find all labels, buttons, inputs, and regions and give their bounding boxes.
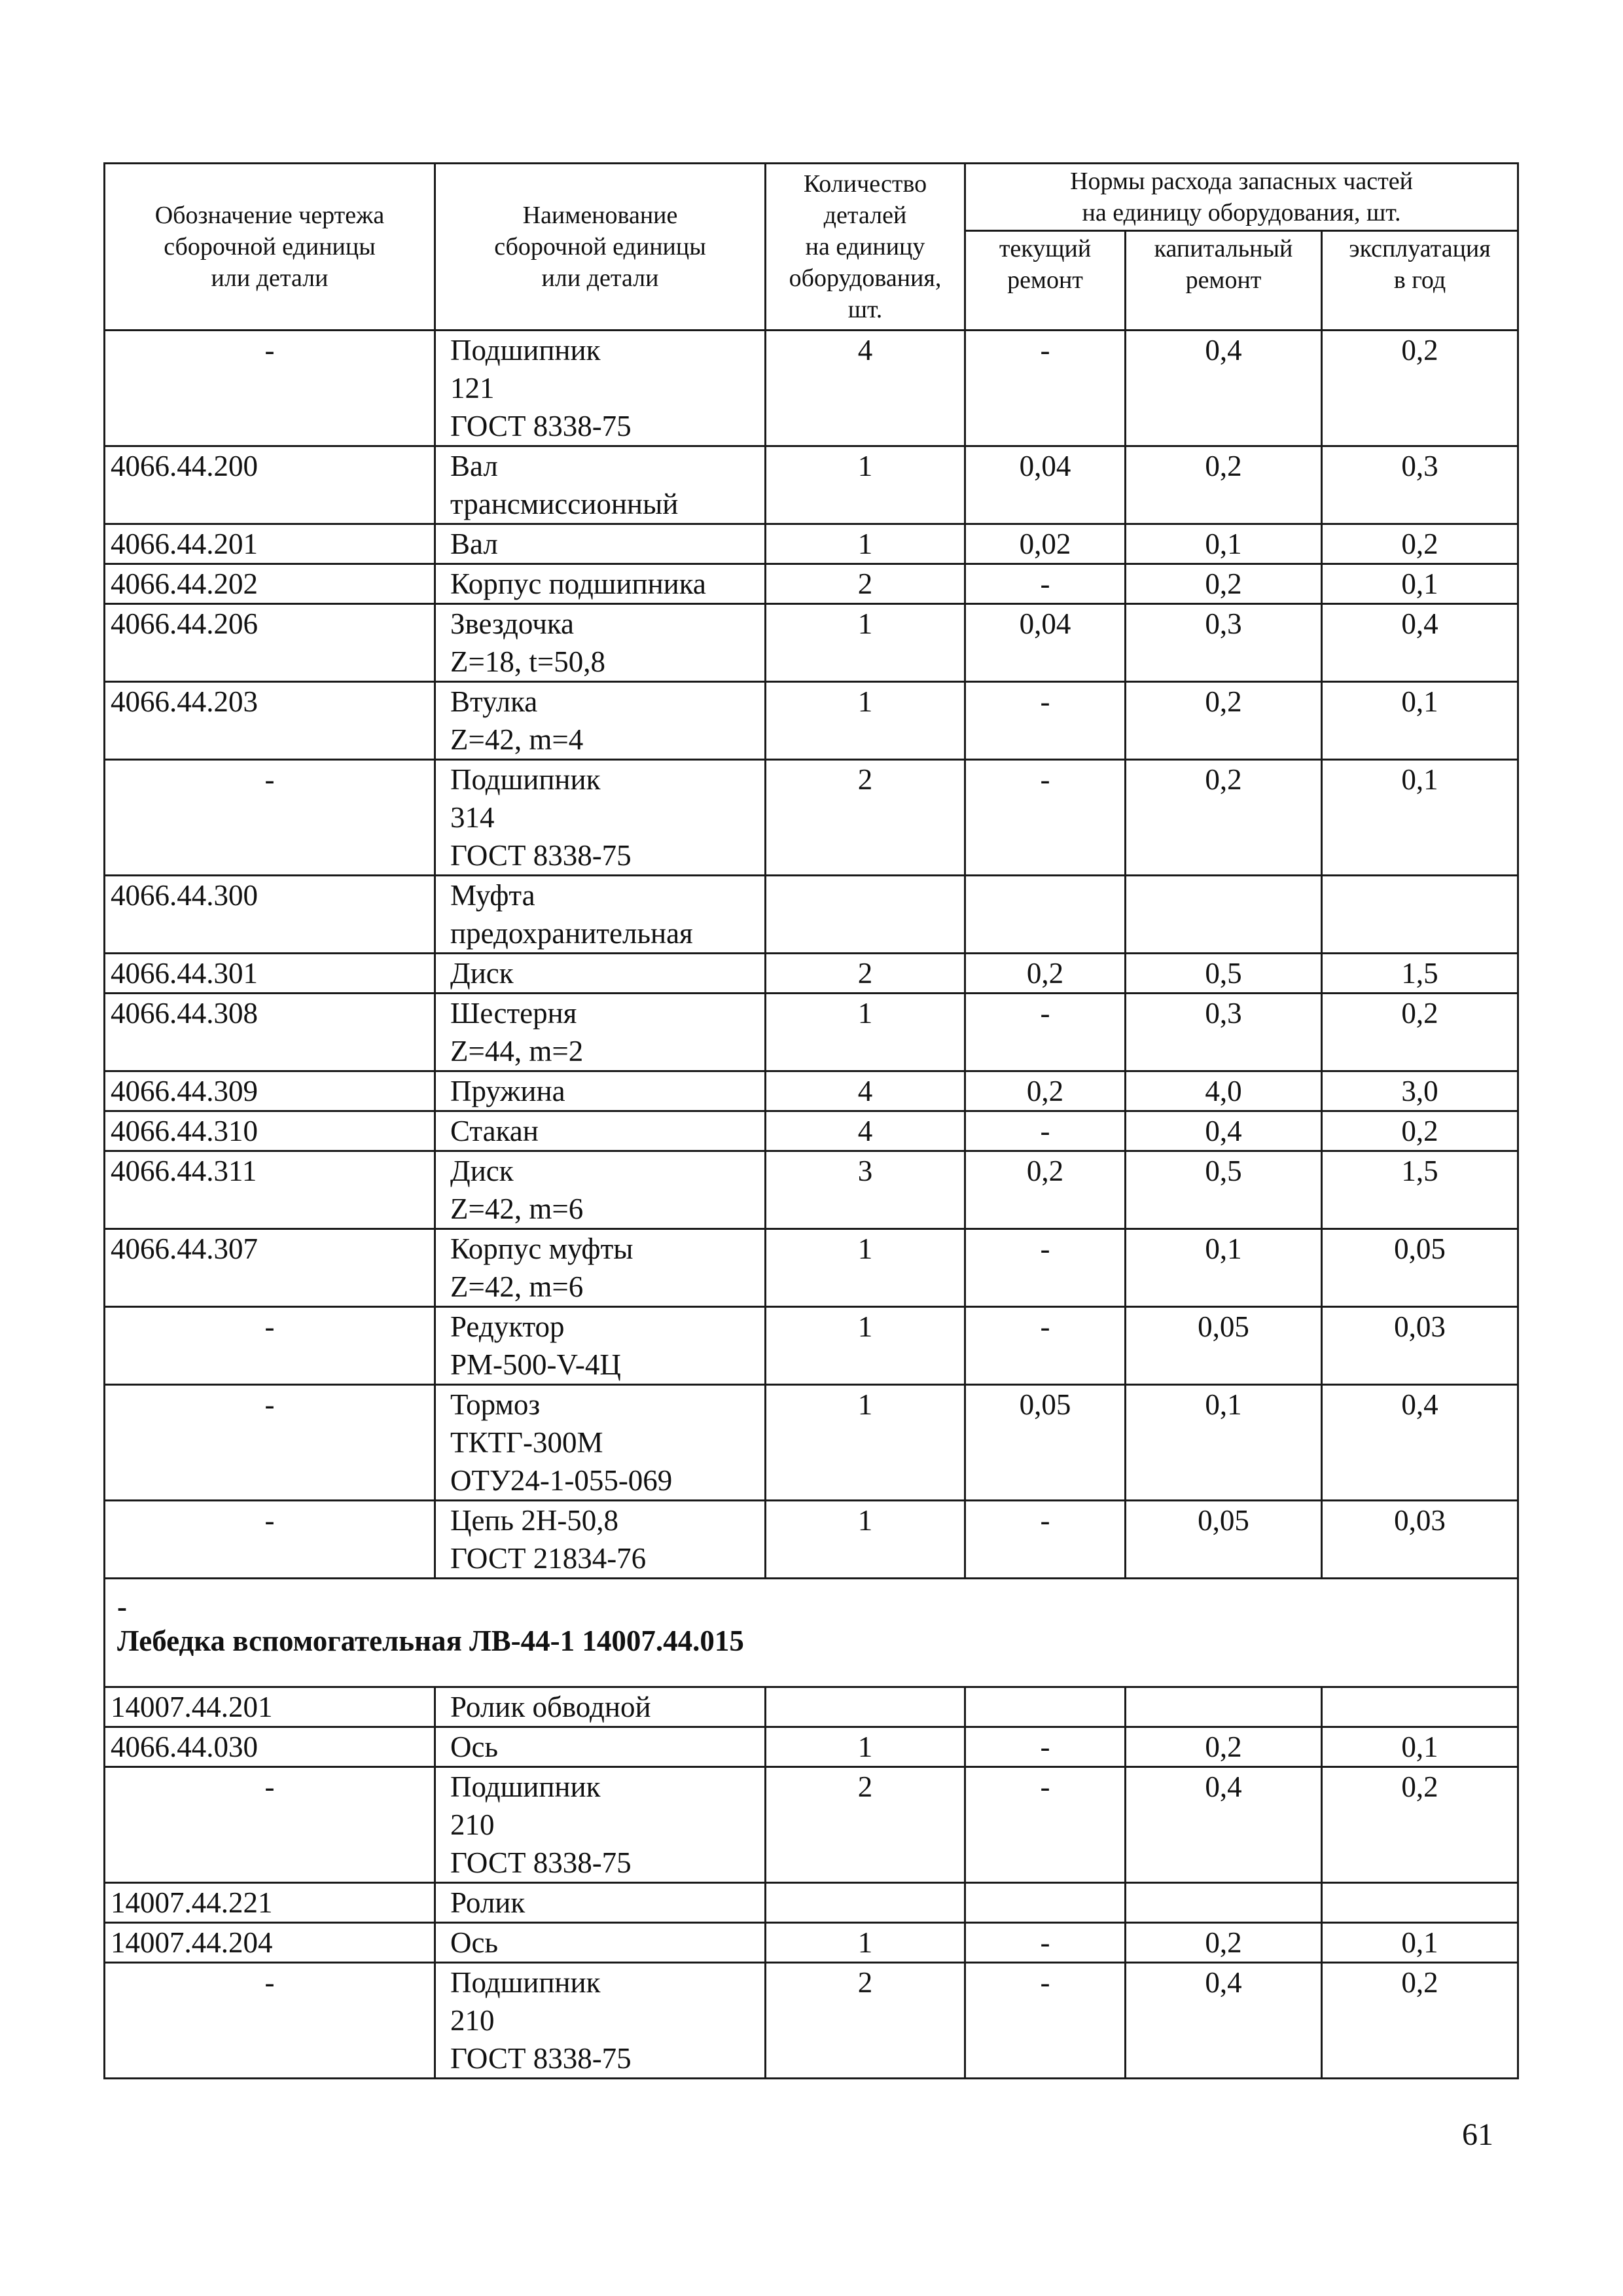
section-title [105,1579,1518,1687]
annual-operation-cell: 0,1 [1322,1727,1518,1767]
header-designation [105,164,435,331]
text-line: предохранительная [450,917,693,950]
text-line: Z=44, m=2 [450,1035,584,1067]
capital-repair-cell: 0,2 [1126,1923,1322,1963]
text-line: в год [1393,266,1446,294]
designation-cell: 4066.44.310 [105,1111,435,1151]
text-line: Z=42, m=4 [450,723,584,756]
capital-repair-cell: 0,05 [1126,1501,1322,1579]
current-repair-cell: - [965,1727,1126,1767]
table-header [105,164,1518,331]
annual-operation-cell: 3,0 [1322,1071,1518,1111]
quantity-cell [766,1687,965,1727]
name-cell [435,1385,766,1501]
name-cell [435,1071,766,1111]
current-repair-cell [965,876,1126,954]
quantity-cell: 1 [766,1385,965,1501]
quantity-cell: 2 [766,760,965,876]
table-row [105,446,1518,524]
annual-operation-cell: 0,2 [1322,331,1518,446]
current-repair-cell [965,1883,1126,1923]
annual-operation-cell: 0,1 [1322,682,1518,760]
quantity-cell: 2 [766,564,965,604]
text-line: Звездочка [450,607,575,640]
table-row [105,331,1518,446]
section-title-text: Лебедка вспомогательная ЛВ-44-1 14007.44.015 [117,1624,744,1657]
table-row [105,682,1518,760]
table-row [105,994,1518,1071]
text-line: Количество [803,170,927,198]
designation-cell: 4066.44.301 [105,954,435,994]
text-line: Подшипник [450,763,601,796]
text-line: деталей [823,202,907,229]
table-row [105,954,1518,994]
text-line: Ролик [450,1886,526,1919]
designation-cell: 4066.44.308 [105,994,435,1071]
table-row [105,1071,1518,1111]
annual-operation-cell [1322,1687,1518,1727]
name-cell [435,1151,766,1229]
name-cell [435,524,766,564]
name-cell [435,604,766,682]
quantity-cell: 1 [766,994,965,1071]
designation-cell: 14007.44.221 [105,1883,435,1923]
text-line: ОТУ24-1-055-069 [450,1464,673,1497]
designation-cell: 14007.44.204 [105,1923,435,1963]
text-line: Обозначение чертежа [154,202,385,229]
current-repair-cell: - [965,564,1126,604]
current-repair-cell: - [965,331,1126,446]
text-line: сборочной единицы [164,233,376,260]
text-line: на единицу [805,233,925,260]
designation-cell: - [105,760,435,876]
quantity-cell: 1 [766,682,965,760]
quantity-cell: 1 [766,1501,965,1579]
capital-repair-cell [1126,1687,1322,1727]
current-repair-cell: - [965,1307,1126,1385]
capital-repair-cell: 0,05 [1126,1307,1322,1385]
designation-cell: - [105,1385,435,1501]
designation-cell: - [105,1963,435,2079]
designation-cell: - [105,1767,435,1883]
capital-repair-cell: 0,5 [1126,954,1322,994]
quantity-cell: 4 [766,1071,965,1111]
name-cell [435,876,766,954]
text-line: сборочной единицы [494,233,706,260]
current-repair-cell: - [965,1229,1126,1307]
name-cell [435,1501,766,1579]
text-line: Втулка [450,685,538,718]
current-repair-cell: - [965,682,1126,760]
table-row [105,1687,1518,1727]
page-number: 61 [1462,2117,1493,2152]
annual-operation-cell: 0,1 [1322,564,1518,604]
text-line: ТКТГ-300М [450,1426,603,1459]
annual-operation-cell: 0,3 [1322,446,1518,524]
designation-cell: 14007.44.201 [105,1687,435,1727]
text-line: ГОСТ 8338-75 [450,1846,632,1879]
quantity-cell: 1 [766,524,965,564]
text-line: трансмиссионный [450,488,679,520]
quantity-cell: 2 [766,954,965,994]
text-line: Z=42, m=6 [450,1193,584,1225]
text-line: Подшипник [450,1770,601,1803]
capital-repair-cell: 0,1 [1126,524,1322,564]
current-repair-cell: 0,02 [965,524,1126,564]
text-line: ГОСТ 21834-76 [450,1542,647,1575]
table-row [105,1883,1518,1923]
annual-operation-cell: 0,2 [1322,1767,1518,1883]
current-repair-cell: - [965,1501,1126,1579]
text-line: Стакан [450,1115,539,1147]
quantity-cell: 1 [766,1727,965,1767]
capital-repair-cell: 0,5 [1126,1151,1322,1229]
table-row [105,524,1518,564]
table-row [105,604,1518,682]
current-repair-cell: 0,2 [965,1071,1126,1111]
table-row [105,1923,1518,1963]
quantity-cell: 2 [766,1767,965,1883]
text-line: Ось [450,1731,498,1763]
annual-operation-cell: 0,03 [1322,1501,1518,1579]
text-line: ГОСТ 8338-75 [450,839,632,872]
text-line: Цепь 2Н-50,8 [450,1504,619,1537]
text-line: ремонт [1185,266,1262,294]
capital-repair-cell: 0,2 [1126,1727,1322,1767]
header-annual-operation [1322,231,1518,331]
quantity-cell: 1 [766,446,965,524]
capital-repair-cell: 0,4 [1126,1111,1322,1151]
annual-operation-cell: 0,1 [1322,1923,1518,1963]
text-line: Муфта [450,879,535,912]
name-cell [435,1687,766,1727]
current-repair-cell: - [965,1923,1126,1963]
capital-repair-cell: 0,2 [1126,682,1322,760]
text-line: ремонт [1007,266,1083,294]
text-line: Редуктор [450,1310,565,1343]
name-cell [435,564,766,604]
text-line: Подшипник [450,1966,601,1999]
text-line: 210 [450,2004,495,2037]
current-repair-cell: 0,04 [965,446,1126,524]
text-line: Диск [450,1155,514,1187]
text-line: Вал [450,528,498,560]
name-cell [435,1229,766,1307]
text-line: Вал [450,450,498,482]
capital-repair-cell: 0,1 [1126,1385,1322,1501]
designation-cell: 4066.44.203 [105,682,435,760]
text-line: или детали [211,264,329,292]
capital-repair-cell: 0,3 [1126,994,1322,1071]
capital-repair-cell: 4,0 [1126,1071,1322,1111]
annual-operation-cell: 0,2 [1322,994,1518,1071]
current-repair-cell: 0,04 [965,604,1126,682]
annual-operation-cell: 1,5 [1322,954,1518,994]
current-repair-cell: 0,2 [965,1151,1126,1229]
table-row [105,1727,1518,1767]
name-cell [435,331,766,446]
quantity-cell: 1 [766,1307,965,1385]
quantity-cell: 4 [766,1111,965,1151]
current-repair-cell: 0,2 [965,954,1126,994]
designation-cell: 4066.44.309 [105,1071,435,1111]
capital-repair-cell: 0,2 [1126,446,1322,524]
annual-operation-cell: 0,4 [1322,1385,1518,1501]
current-repair-cell: - [965,1111,1126,1151]
text-line: Ролик обводной [450,1691,651,1723]
table-row [105,1501,1518,1579]
quantity-cell: 4 [766,331,965,446]
capital-repair-cell: 0,4 [1126,1963,1322,2079]
text-line: 314 [450,801,495,834]
name-cell [435,1307,766,1385]
annual-operation-cell: 0,4 [1322,604,1518,682]
text-line: или детали [541,264,659,292]
text-line: Корпус муфты [450,1232,633,1265]
name-cell [435,1923,766,1963]
text-line: эксплуатация [1349,235,1491,262]
quantity-cell: 2 [766,1963,965,2079]
annual-operation-cell: 0,03 [1322,1307,1518,1385]
text-line: Z=42, m=6 [450,1270,584,1303]
text-line: Подшипник [450,334,601,367]
designation-cell: - [105,1307,435,1385]
name-cell [435,1963,766,2079]
table-row [105,1385,1518,1501]
table-row [105,1307,1518,1385]
annual-operation-cell [1322,876,1518,954]
current-repair-cell [965,1687,1126,1727]
header-name [435,164,766,331]
text-line: Z=18, t=50,8 [450,645,605,678]
text-line: на единицу оборудования, шт. [1082,199,1401,226]
annual-operation-cell: 1,5 [1322,1151,1518,1229]
section-dash: - [117,1590,127,1623]
table-row [105,1767,1518,1883]
current-repair-cell: - [965,760,1126,876]
text-line: Тормоз [450,1388,541,1421]
text-line: 121 [450,372,495,404]
capital-repair-cell: 0,1 [1126,1229,1322,1307]
designation-cell: 4066.44.200 [105,446,435,524]
name-cell [435,682,766,760]
capital-repair-cell: 0,4 [1126,1767,1322,1883]
capital-repair-cell [1126,1883,1322,1923]
table-row [105,1111,1518,1151]
text-line: текущий [999,235,1092,262]
annual-operation-cell: 0,1 [1322,760,1518,876]
quantity-cell: 1 [766,1923,965,1963]
text-line: шт. [847,296,883,323]
current-repair-cell: 0,05 [965,1385,1126,1501]
designation-cell: - [105,1501,435,1579]
name-cell [435,446,766,524]
name-cell [435,1883,766,1923]
current-repair-cell: - [965,1767,1126,1883]
text-line: ГОСТ 8338-75 [450,410,632,442]
designation-cell: 4066.44.202 [105,564,435,604]
quantity-cell: 3 [766,1151,965,1229]
header-quantity [766,164,965,331]
table-row [105,876,1518,954]
text-line: Пружина [450,1075,565,1107]
name-cell [435,1111,766,1151]
header-capital-repair [1126,231,1322,331]
designation-cell: 4066.44.311 [105,1151,435,1229]
designation-cell: 4066.44.030 [105,1727,435,1767]
capital-repair-cell: 0,3 [1126,604,1322,682]
designation-cell: 4066.44.201 [105,524,435,564]
capital-repair-cell [1126,876,1322,954]
name-cell [435,760,766,876]
annual-operation-cell: 0,2 [1322,524,1518,564]
text-line: Корпус подшипника [450,567,706,600]
text-line: Шестерня [450,997,577,1030]
text-line: Диск [450,957,514,990]
annual-operation-cell: 0,2 [1322,1963,1518,2079]
text-line: оборудования, [789,264,942,292]
current-repair-cell: - [965,994,1126,1071]
table-row [105,1151,1518,1229]
table-row [105,564,1518,604]
spare-parts-table [103,162,1519,2079]
quantity-cell: 1 [766,1229,965,1307]
quantity-cell: 1 [766,604,965,682]
text-line: Ось [450,1926,498,1959]
table-row [105,760,1518,876]
annual-operation-cell [1322,1883,1518,1923]
annual-operation-cell: 0,05 [1322,1229,1518,1307]
designation-cell: 4066.44.307 [105,1229,435,1307]
table-row [105,1229,1518,1307]
quantity-cell [766,1883,965,1923]
name-cell [435,1727,766,1767]
designation-cell: 4066.44.300 [105,876,435,954]
text-line: Нормы расхода запасных частей [1070,168,1413,195]
designation-cell: 4066.44.206 [105,604,435,682]
table-body [105,331,1518,2079]
text-line: капитальный [1154,235,1293,262]
quantity-cell [766,876,965,954]
text-line: Наименование [522,202,678,229]
annual-operation-cell: 0,2 [1322,1111,1518,1151]
header-consumption-norms [965,164,1518,231]
table-row [105,1963,1518,2079]
section-row [105,1579,1518,1687]
current-repair-cell: - [965,1963,1126,2079]
text-line: РМ-500-V-4Ц [450,1348,621,1381]
text-line: 210 [450,1808,495,1841]
capital-repair-cell: 0,2 [1126,564,1322,604]
header-current-repair [965,231,1126,331]
name-cell [435,1767,766,1883]
capital-repair-cell: 0,4 [1126,331,1322,446]
name-cell [435,994,766,1071]
name-cell [435,954,766,994]
designation-cell: - [105,331,435,446]
text-line: ГОСТ 8338-75 [450,2042,632,2075]
capital-repair-cell: 0,2 [1126,760,1322,876]
